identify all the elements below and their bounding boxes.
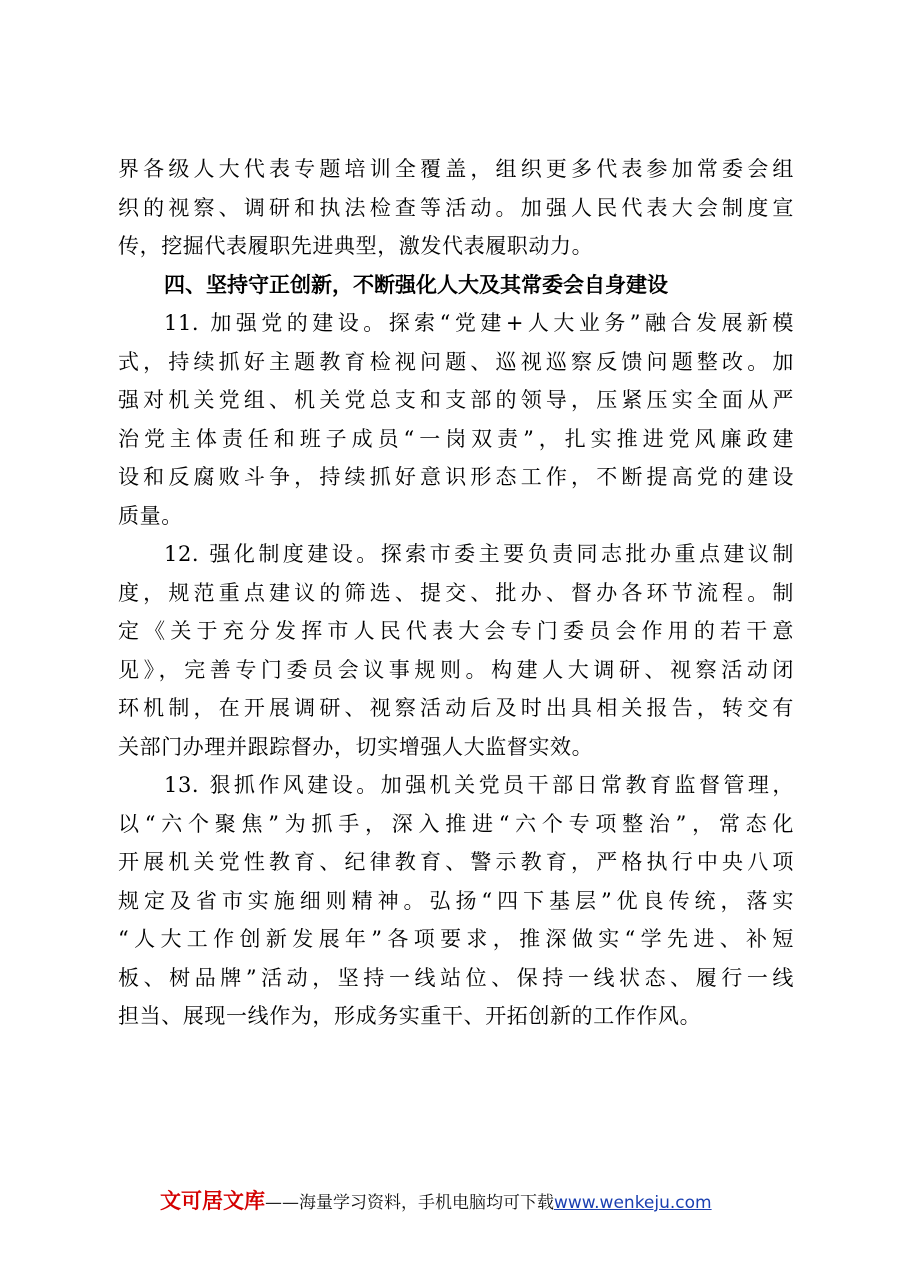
text-line: 环机制，在开展调研、视察活动后及时出具相关报告，转交有 — [118, 696, 794, 720]
footer-url-link[interactable]: www.wenkeju.com — [554, 1193, 712, 1213]
paragraph-item-13 — [118, 766, 794, 1036]
text-line: 以“六个聚焦”为抓手，深入推进“六个专项整治”，常态化 — [118, 811, 794, 836]
text-line: 界各级人大代表专题培训全覆盖，组织更多代表参加常委会组 — [118, 157, 794, 181]
text-line: 12. 强化制度建设。探索市委主要负责同志批办重点建议制 — [164, 542, 794, 566]
text-line: 质量。 — [118, 503, 183, 528]
footer-slogan: 海量学习资料，手机电脑均可下载 — [299, 1193, 554, 1213]
text-line: 13. 狠抓作风建设。加强机关党员干部日常教育监督管理， — [164, 773, 794, 797]
text-line: 开展机关党性教育、纪律教育、警示教育，严格执行中央八项 — [118, 850, 794, 874]
text-line: 设和反腐败斗争，持续抓好意识形态工作，不断提高党的建设 — [118, 465, 794, 489]
text-line: 传，挖掘代表履职先进典型，激发代表履职动力。 — [118, 234, 594, 258]
text-line: 见》，完善专门委员会议事规则。构建人大调研、视察活动闭 — [118, 657, 794, 682]
text-line: “人大工作创新发展年”各项要求，推深做实“学先进、补短 — [118, 927, 794, 951]
footer-banner — [160, 1185, 712, 1215]
text-line: 强对机关党组、机关党总支和支部的领导，压紧压实全面从严 — [118, 388, 794, 412]
paragraph-item-12 — [118, 535, 794, 766]
text-line: 治党主体责任和班子成员“一岗双责”，扎实推进党风廉政建 — [118, 426, 794, 451]
text-line: 板、树品牌”活动，坚持一线站位、保持一线状态、履行一线 — [118, 965, 794, 990]
document-body — [118, 150, 794, 1036]
text-line: 关部门办理并跟踪督办，切实增强人大监督实效。 — [118, 734, 594, 759]
text-line: 式，持续抓好主题教育检视问题、巡视巡察反馈问题整改。加 — [118, 349, 794, 374]
text-line: 规定及省市实施细则精神。弘扬“四下基层”优良传统，落实 — [118, 888, 794, 913]
text-line: 11. 加强党的建设。探索“党建+人大业务”融合发展新模 — [164, 311, 794, 335]
footer-dash: —— — [265, 1193, 299, 1213]
text-line: 定《关于充分发挥市人民代表大会专门委员会作用的若干意 — [118, 619, 794, 643]
section-heading: 四、坚持守正创新，不断强化人大及其常委会自身建设 — [164, 272, 668, 297]
text-line: 度，规范重点建议的筛选、提交、批办、督办各环节流程。制 — [118, 580, 794, 605]
paragraph-continuation — [118, 150, 794, 266]
text-line: 担当、展现一线作为，形成务实重干、开拓创新的工作作风。 — [118, 1004, 702, 1028]
footer-brand: 文可居文库 — [160, 1189, 265, 1213]
paragraph-item-11 — [118, 304, 794, 535]
text-line: 织的视察、调研和执法检查等活动。加强人民代表大会制度宣 — [118, 195, 794, 220]
